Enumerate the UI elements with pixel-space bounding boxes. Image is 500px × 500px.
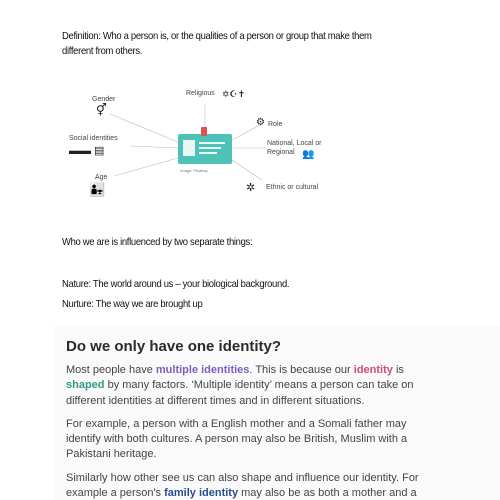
image-caption: Image: Pixabay <box>180 168 208 173</box>
paragraph-1-line-2 <box>66 379 413 392</box>
connector-social <box>130 146 178 148</box>
family-identity-highlight: family identity <box>164 487 239 499</box>
identity-diagram <box>62 84 342 210</box>
role-icon: ⚙ <box>256 117 265 128</box>
label-national-2: Regional <box>267 149 295 156</box>
label-national: National, Local or <box>267 140 322 147</box>
p1-text-g: by many factors. ‘Multiple identity’ means a person can take on <box>104 379 414 391</box>
paragraph-1-line-1 <box>66 364 404 377</box>
age-icon: 👨‍👧 <box>89 182 106 197</box>
paragraph-2-line-3: Pakistani heritage. <box>66 448 157 460</box>
national-icon: 👥 <box>302 149 315 160</box>
connector-ethnic <box>232 160 262 180</box>
shaped-highlight: shaped <box>66 379 105 391</box>
label-age: Age <box>95 174 108 181</box>
label-ethnic: Ethnic or cultural <box>266 184 319 191</box>
multiple-identities-highlight: multiple identities <box>155 364 250 376</box>
p1-text-a: Most people have <box>66 364 156 376</box>
p3-text-a: example a person's <box>66 487 165 499</box>
p1-text-c: . This is because our <box>249 364 354 376</box>
panel-title: Do we only have one identity? <box>66 338 282 355</box>
nurture-line: Nurture: The way we are brought up <box>62 298 203 310</box>
paragraph-2-line-2: identify with both cultures. A person may also be British, Muslim with a <box>66 433 408 445</box>
label-gender: Gender <box>92 96 116 103</box>
connector-gender <box>110 114 178 142</box>
definition-line-2: different from others. <box>62 45 143 57</box>
connector-age <box>114 158 178 176</box>
p3-text-c: may also be as both a mother and a <box>238 487 417 499</box>
badge-clip-icon <box>201 127 207 136</box>
religious-icon: ✡☪✝ <box>222 89 246 99</box>
paragraph-2-line-1: For example, a person with a English mother and a Somali father may <box>66 418 407 430</box>
paragraph-3-line-2 <box>66 487 417 500</box>
definition-line-1: Definition: Who a person is, or the qualities of a person or group that make them <box>62 30 372 42</box>
nature-line: Nature: The world around us – your biological background. <box>62 278 290 290</box>
id-badge-icon <box>178 134 232 164</box>
identity-highlight: identity <box>353 364 393 376</box>
ethnic-icon: ✲ <box>246 182 256 194</box>
paragraph-1-line-3: different identities at different times and in different situations. <box>66 395 365 407</box>
p1-text-e: is <box>392 364 404 376</box>
label-religious: Religious <box>186 90 215 97</box>
label-role: Role <box>268 121 283 128</box>
gender-icon: ⚥ <box>96 103 107 117</box>
influenced-line: Who we are is influenced by two separate things: <box>62 236 253 248</box>
paragraph-3-line-1: Similarly how other see us can also shape and influence our identity. For <box>66 472 419 484</box>
social-identities-icon: ▬▬ ▤ <box>69 145 105 157</box>
identity-panel <box>54 326 500 500</box>
label-social: Social identities <box>69 135 118 142</box>
